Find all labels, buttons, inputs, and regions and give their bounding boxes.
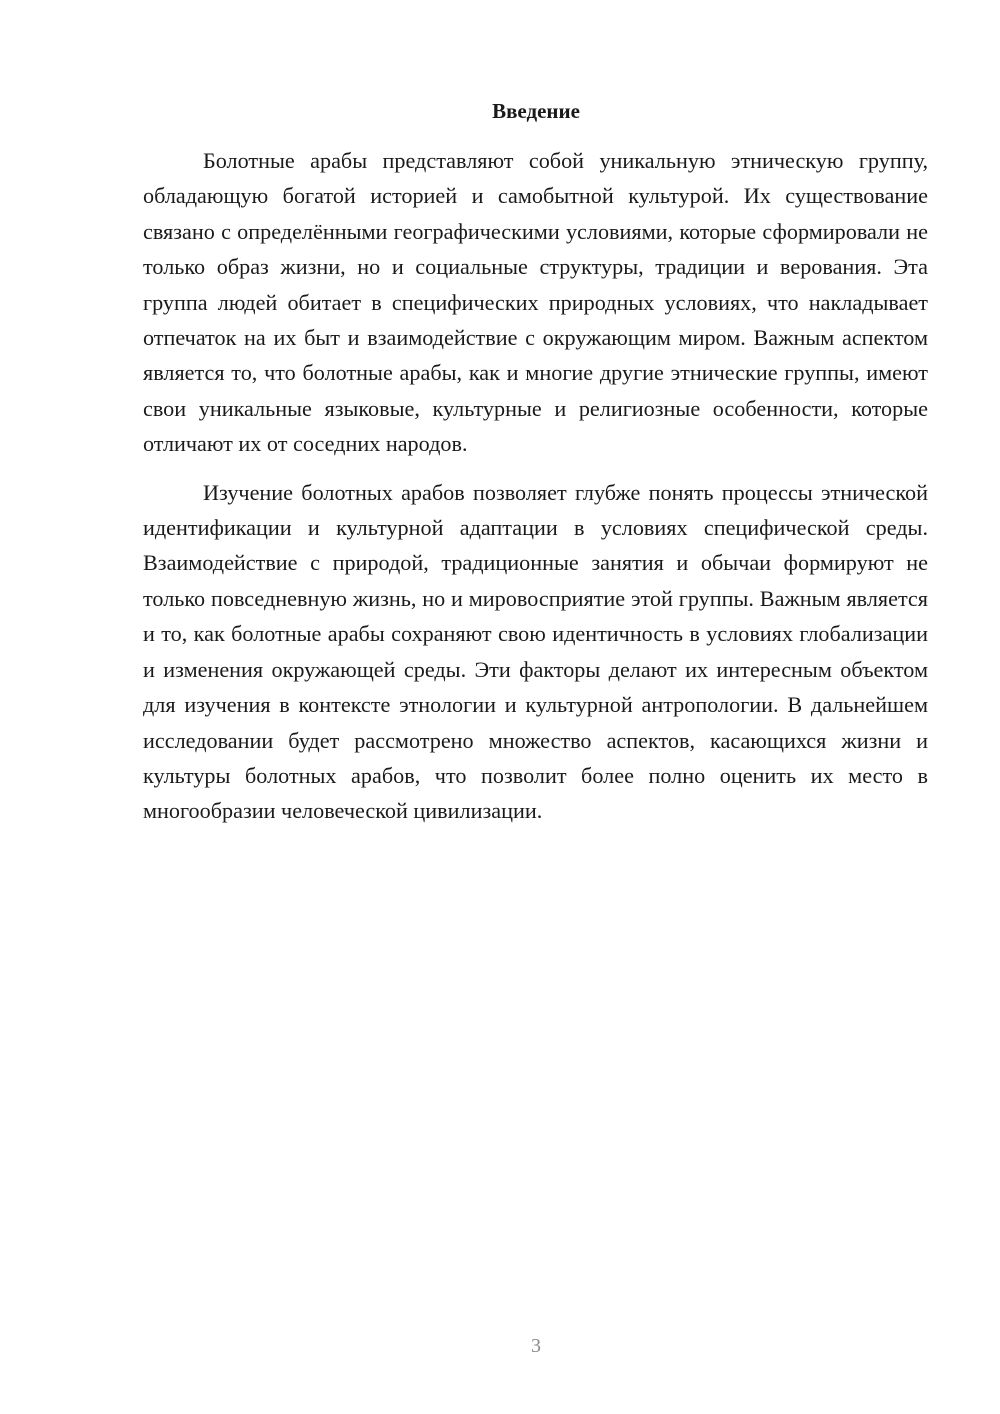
paragraph-2: Изучение болотных арабов позволяет глубже понять процессы этнической идентификации и культурной адаптации в условиях специфической среды. Взаимодействие с природой, традиционные занятия и обычаи формируют не только повседневную жизнь, но и мировосприятие этой группы. Важным является и то, как болотные арабы сохраняют свою идентичность в условиях глобализации и изменения окружающей среды. Эти факторы делают их интересным объектом для изучения в контексте этнологии и культурной антропологии. В дальнейшем исследовании будет рассмотрено множество аспектов, касающихся жизни и культуры болотных арабов, что позволит более полно оценить их место в многообразии человеческой цивилизации. [143, 479, 928, 824]
page-title: Введение [492, 99, 580, 123]
paragraph-1: Болотные арабы представляют собой уникальную этническую группу, обладающую богатой историей и самобытной культурой. Их существование связано с определёнными географическими условиями, которые сформировали не только образ жизни, но и социальные структуры, традиции и верования. Эта группа людей обитает в специфических природных условиях, что накладывает отпечаток на их быт и взаимодействие с окружающим миром. Важным аспектом является то, что болотные арабы, как и многие другие этнические группы, имеют свои уникальные языковые, культурные и религиозные особенности, которые отличают их от соседних народов. [143, 148, 928, 457]
document-body [143, 143, 928, 829]
page-number: 3 [531, 1335, 541, 1357]
